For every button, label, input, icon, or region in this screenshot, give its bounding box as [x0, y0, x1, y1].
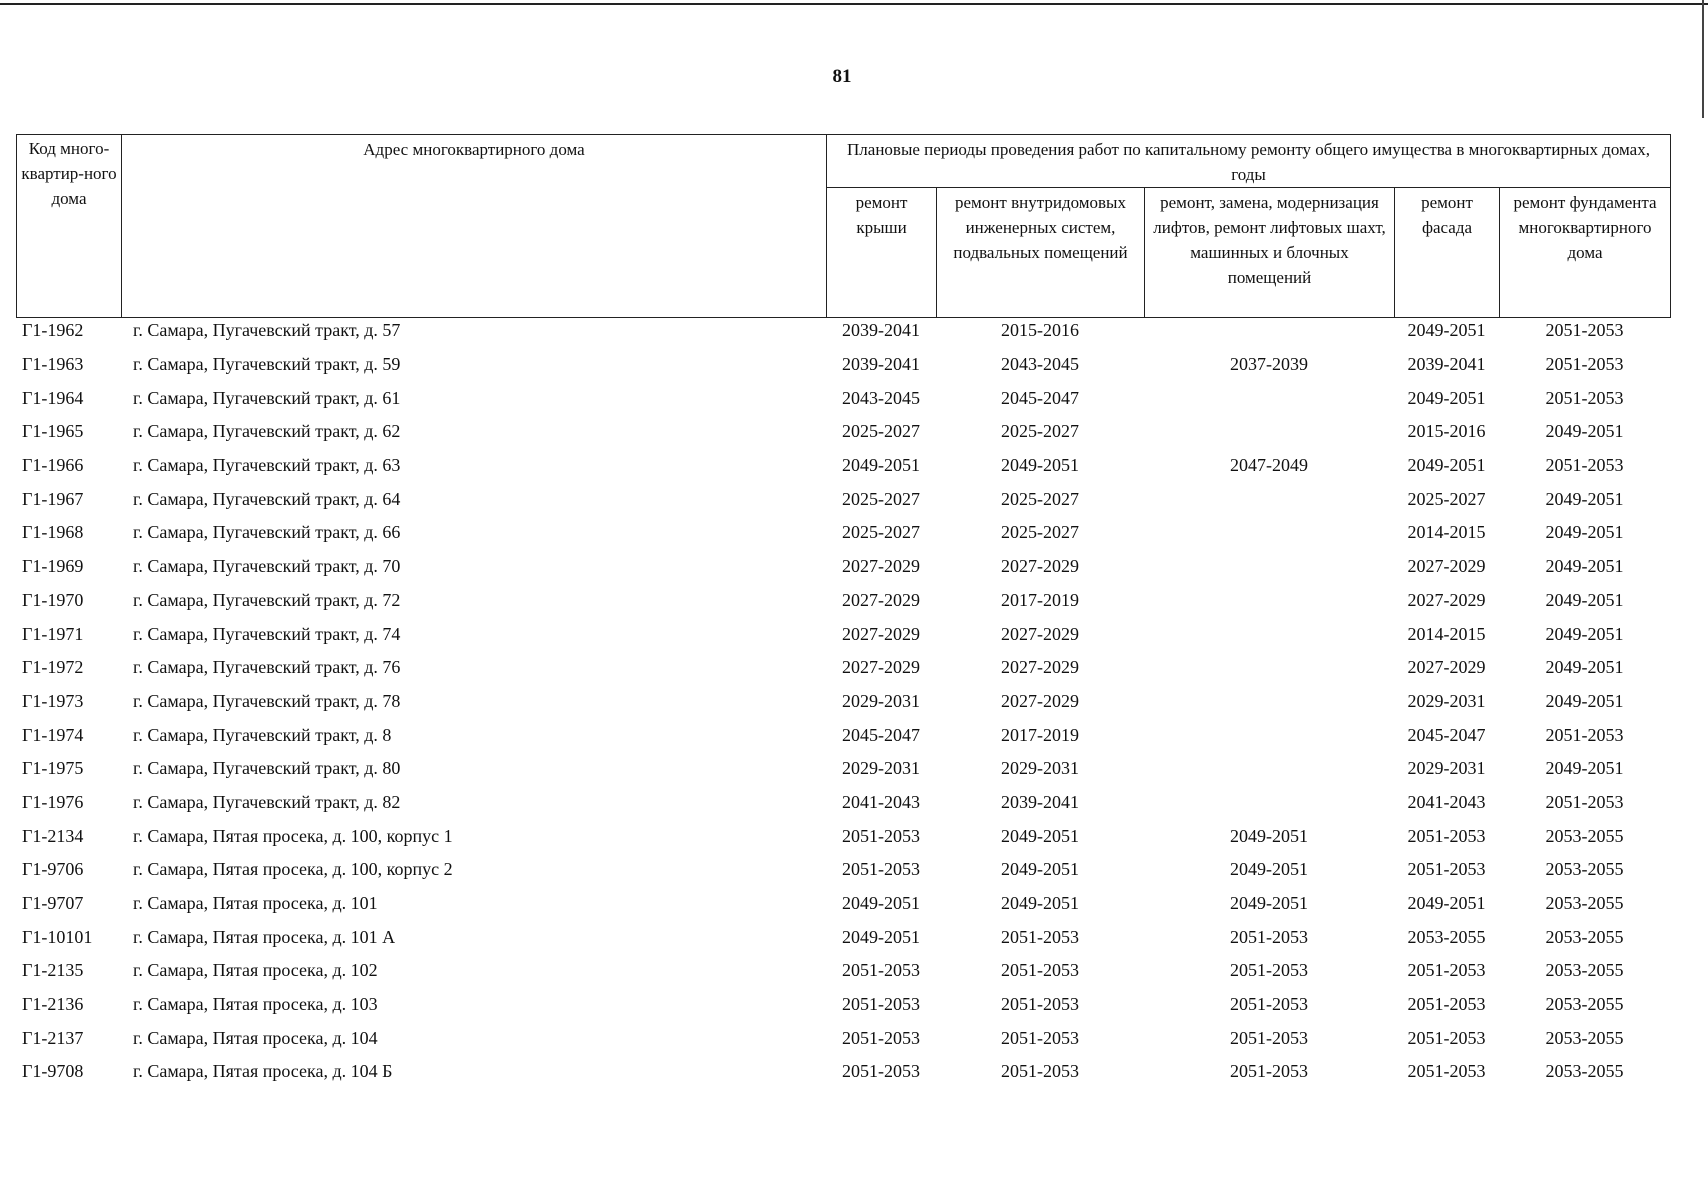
- table-row: [16, 920, 1670, 954]
- cell-foundation: 2049-2051: [1545, 488, 1624, 509]
- cell-systems: 2017-2019: [1001, 724, 1079, 745]
- cell-lifts: [1144, 718, 1394, 752]
- cell-lifts: [1144, 482, 1394, 516]
- cell-address: г. Самара, Пугачевский тракт, д. 80: [133, 758, 401, 779]
- cell-address: г. Самара, Пугачевский тракт, д. 63: [133, 455, 401, 476]
- cell-roof: 2025-2027: [842, 421, 920, 442]
- header-lifts: ремонт, замена, модернизация лифтов, ремонт лифтовых шахт, машинных и блочных помещений: [1145, 188, 1395, 318]
- table-row: [16, 752, 1670, 786]
- cell-roof: 2027-2029: [842, 657, 920, 678]
- cell-facade: 2049-2051: [1407, 387, 1486, 408]
- header-facade: ремонт фасада: [1395, 188, 1500, 318]
- cell-systems: 2027-2029: [1001, 556, 1079, 577]
- cell-lifts: [1144, 752, 1394, 786]
- cell-address: г. Самара, Пугачевский тракт, д. 61: [133, 387, 401, 408]
- cell-facade: 2027-2029: [1407, 556, 1486, 577]
- cell-systems: 2045-2047: [1001, 387, 1079, 408]
- cell-lifts: [1144, 617, 1394, 651]
- header-address: Адрес многоквартирного дома: [122, 135, 827, 318]
- cell-foundation: 2051-2053: [1545, 791, 1624, 812]
- cell-foundation: 2049-2051: [1545, 758, 1624, 779]
- cell-systems: 2049-2051: [1001, 455, 1079, 476]
- cell-roof: 2049-2051: [842, 893, 920, 914]
- cell-systems: 2029-2031: [1001, 758, 1079, 779]
- cell-systems: 2043-2045: [1001, 354, 1079, 375]
- top-border-line: [0, 3, 1708, 5]
- cell-lifts: [1144, 550, 1394, 584]
- cell-foundation: 2053-2055: [1545, 960, 1624, 981]
- cell-foundation: 2049-2051: [1545, 623, 1624, 644]
- cell-address: г. Самара, Пятая просека, д. 100, корпус 1: [133, 825, 453, 846]
- cell-roof: 2041-2043: [842, 791, 920, 812]
- cell-facade: 2027-2029: [1407, 657, 1486, 678]
- table-row: [16, 550, 1670, 584]
- cell-facade: 2053-2055: [1407, 926, 1486, 947]
- cell-systems: 2027-2029: [1001, 623, 1079, 644]
- cell-systems: 2027-2029: [1001, 690, 1079, 711]
- cell-address: г. Самара, Пятая просека, д. 100, корпус 2: [133, 859, 453, 880]
- cell-facade: 2027-2029: [1407, 589, 1486, 610]
- cell-facade: 2051-2053: [1407, 994, 1486, 1015]
- header-systems: ремонт внутридомовых инженерных систем, подвальных помещений: [937, 188, 1145, 318]
- table-row: [16, 449, 1670, 483]
- page-number: 81: [832, 66, 852, 87]
- cell-foundation: 2053-2055: [1545, 893, 1624, 914]
- table-row: [16, 617, 1670, 651]
- cell-roof: 2027-2029: [842, 589, 920, 610]
- cell-systems: 2017-2019: [1001, 589, 1079, 610]
- table-row: [16, 887, 1670, 921]
- cell-lifts: 2047-2049: [1230, 455, 1308, 476]
- cell-systems: 2025-2027: [1001, 421, 1079, 442]
- cell-facade: 2014-2015: [1407, 623, 1486, 644]
- cell-code: Г1-2134: [22, 825, 84, 846]
- cell-code: Г1-1965: [22, 421, 84, 442]
- cell-systems: 2049-2051: [1001, 825, 1079, 846]
- cell-code: Г1-1969: [22, 556, 84, 577]
- cell-lifts: 2051-2053: [1230, 1061, 1308, 1082]
- cell-roof: 2027-2029: [842, 623, 920, 644]
- table-body: [16, 314, 1670, 1089]
- cell-code: Г1-1966: [22, 455, 84, 476]
- table-row: [16, 584, 1670, 618]
- cell-code: Г1-10101: [22, 926, 93, 947]
- table-row: [16, 482, 1670, 516]
- cell-foundation: 2049-2051: [1545, 657, 1624, 678]
- cell-lifts: [1144, 584, 1394, 618]
- cell-roof: 2039-2041: [842, 354, 920, 375]
- cell-foundation: 2053-2055: [1545, 1027, 1624, 1048]
- cell-systems: 2025-2027: [1001, 488, 1079, 509]
- cell-code: Г1-1964: [22, 387, 84, 408]
- cell-facade: 2049-2051: [1407, 455, 1486, 476]
- table-row: [16, 415, 1670, 449]
- table-row: [16, 853, 1670, 887]
- cell-lifts: 2051-2053: [1230, 1027, 1308, 1048]
- cell-address: г. Самара, Пугачевский тракт, д. 57: [133, 320, 401, 341]
- cell-lifts: [1144, 786, 1394, 820]
- cell-code: Г1-1974: [22, 724, 84, 745]
- cell-facade: 2049-2051: [1407, 893, 1486, 914]
- cell-systems: 2049-2051: [1001, 859, 1079, 880]
- cell-foundation: 2051-2053: [1545, 455, 1624, 476]
- table-row: [16, 516, 1670, 550]
- cell-roof: 2027-2029: [842, 556, 920, 577]
- cell-roof: 2025-2027: [842, 488, 920, 509]
- cell-foundation: 2049-2051: [1545, 421, 1624, 442]
- cell-code: Г1-1967: [22, 488, 84, 509]
- cell-code: Г1-1970: [22, 589, 84, 610]
- cell-address: г. Самара, Пугачевский тракт, д. 72: [133, 589, 401, 610]
- cell-lifts: [1144, 651, 1394, 685]
- cell-lifts: [1144, 381, 1394, 415]
- cell-code: Г1-1963: [22, 354, 84, 375]
- cell-foundation: 2053-2055: [1545, 859, 1624, 880]
- cell-facade: 2049-2051: [1407, 320, 1486, 341]
- cell-code: Г1-9708: [22, 1061, 84, 1082]
- cell-roof: 2045-2047: [842, 724, 920, 745]
- cell-address: г. Самара, Пугачевский тракт, д. 76: [133, 657, 401, 678]
- cell-facade: 2051-2053: [1407, 859, 1486, 880]
- cell-code: Г1-2135: [22, 960, 84, 981]
- cell-address: г. Самара, Пугачевский тракт, д. 8: [133, 724, 392, 745]
- cell-facade: 2041-2043: [1407, 791, 1486, 812]
- cell-address: г. Самара, Пугачевский тракт, д. 64: [133, 488, 401, 509]
- cell-address: г. Самара, Пугачевский тракт, д. 59: [133, 354, 401, 375]
- cell-lifts: 2049-2051: [1230, 893, 1308, 914]
- cell-lifts: 2051-2053: [1230, 926, 1308, 947]
- cell-roof: 2025-2027: [842, 522, 920, 543]
- cell-facade: 2051-2053: [1407, 960, 1486, 981]
- header-foundation: ремонт фундамента многоквартирного дома: [1500, 188, 1671, 318]
- cell-code: Г1-2137: [22, 1027, 84, 1048]
- cell-lifts: 2051-2053: [1230, 960, 1308, 981]
- cell-code: Г1-2136: [22, 994, 84, 1015]
- cell-address: г. Самара, Пугачевский тракт, д. 78: [133, 690, 401, 711]
- cell-foundation: 2053-2055: [1545, 994, 1624, 1015]
- right-border-line: [1702, 0, 1704, 118]
- cell-systems: 2049-2051: [1001, 893, 1079, 914]
- cell-systems: 2051-2053: [1001, 926, 1079, 947]
- cell-address: г. Самара, Пугачевский тракт, д. 66: [133, 522, 401, 543]
- cell-foundation: 2053-2055: [1545, 825, 1624, 846]
- cell-systems: 2015-2016: [1001, 320, 1079, 341]
- cell-foundation: 2049-2051: [1545, 556, 1624, 577]
- table-row: [16, 1055, 1670, 1089]
- cell-facade: 2015-2016: [1407, 421, 1486, 442]
- header-periods: Плановые периоды проведения работ по капитальному ремонту общего имущества в многоквартирных домах, годы: [827, 135, 1671, 188]
- header-roof: ремонт крыши: [827, 188, 937, 318]
- cell-roof: 2051-2053: [842, 1061, 920, 1082]
- cell-lifts: [1144, 685, 1394, 719]
- cell-roof: 2039-2041: [842, 320, 920, 341]
- cell-roof: 2051-2053: [842, 1027, 920, 1048]
- table-row: [16, 314, 1670, 348]
- cell-lifts: 2037-2039: [1230, 354, 1308, 375]
- table-row: [16, 718, 1670, 752]
- table-row: [16, 651, 1670, 685]
- cell-address: г. Самара, Пугачевский тракт, д. 74: [133, 623, 401, 644]
- table-row: [16, 1021, 1670, 1055]
- cell-foundation: 2053-2055: [1545, 1061, 1624, 1082]
- header-code: Код много-квартир-ного дома: [17, 135, 122, 318]
- cell-roof: 2043-2045: [842, 387, 920, 408]
- cell-lifts: 2049-2051: [1230, 825, 1308, 846]
- cell-foundation: 2049-2051: [1545, 589, 1624, 610]
- cell-foundation: 2051-2053: [1545, 387, 1624, 408]
- cell-facade: 2051-2053: [1407, 825, 1486, 846]
- cell-systems: 2051-2053: [1001, 960, 1079, 981]
- cell-address: г. Самара, Пятая просека, д. 103: [133, 994, 378, 1015]
- cell-foundation: 2051-2053: [1545, 320, 1624, 341]
- cell-systems: 2051-2053: [1001, 1027, 1079, 1048]
- cell-roof: 2049-2051: [842, 926, 920, 947]
- table-row: [16, 685, 1670, 719]
- cell-address: г. Самара, Пугачевский тракт, д. 82: [133, 791, 401, 812]
- cell-facade: 2029-2031: [1407, 758, 1486, 779]
- cell-address: г. Самара, Пятая просека, д. 102: [133, 960, 378, 981]
- cell-address: г. Самара, Пятая просека, д. 104 Б: [133, 1061, 393, 1082]
- cell-roof: 2049-2051: [842, 455, 920, 476]
- cell-facade: 2045-2047: [1407, 724, 1486, 745]
- table-row: [16, 381, 1670, 415]
- cell-foundation: 2051-2053: [1545, 354, 1624, 375]
- cell-address: г. Самара, Пятая просека, д. 101 А: [133, 926, 396, 947]
- table-row: [16, 819, 1670, 853]
- cell-systems: 2025-2027: [1001, 522, 1079, 543]
- cell-foundation: 2049-2051: [1545, 522, 1624, 543]
- cell-address: г. Самара, Пугачевский тракт, д. 62: [133, 421, 401, 442]
- cell-facade: 2029-2031: [1407, 690, 1486, 711]
- cell-systems: 2051-2053: [1001, 1061, 1079, 1082]
- cell-roof: 2051-2053: [842, 859, 920, 880]
- data-table: [16, 314, 1670, 1089]
- cell-roof: 2051-2053: [842, 994, 920, 1015]
- cell-code: Г1-1975: [22, 758, 84, 779]
- cell-code: Г1-9707: [22, 893, 84, 914]
- cell-systems: 2039-2041: [1001, 791, 1079, 812]
- cell-facade: 2039-2041: [1407, 354, 1486, 375]
- cell-code: Г1-1972: [22, 657, 84, 678]
- cell-address: г. Самара, Пугачевский тракт, д. 70: [133, 556, 401, 577]
- cell-roof: 2051-2053: [842, 825, 920, 846]
- cell-code: Г1-1962: [22, 320, 84, 341]
- table-row: [16, 988, 1670, 1022]
- cell-foundation: 2053-2055: [1545, 926, 1624, 947]
- table-row: [16, 954, 1670, 988]
- cell-code: Г1-1968: [22, 522, 84, 543]
- cell-address: г. Самара, Пятая просека, д. 104: [133, 1027, 378, 1048]
- table-header: [16, 134, 1671, 318]
- cell-foundation: 2051-2053: [1545, 724, 1624, 745]
- table-row: [16, 786, 1670, 820]
- cell-lifts: 2051-2053: [1230, 994, 1308, 1015]
- cell-roof: 2029-2031: [842, 758, 920, 779]
- cell-facade: 2014-2015: [1407, 522, 1486, 543]
- cell-roof: 2051-2053: [842, 960, 920, 981]
- cell-lifts: [1144, 415, 1394, 449]
- cell-foundation: 2049-2051: [1545, 690, 1624, 711]
- cell-lifts: 2049-2051: [1230, 859, 1308, 880]
- cell-systems: 2051-2053: [1001, 994, 1079, 1015]
- cell-code: Г1-9706: [22, 859, 84, 880]
- cell-roof: 2029-2031: [842, 690, 920, 711]
- table-row: [16, 348, 1670, 382]
- cell-address: г. Самара, Пятая просека, д. 101: [133, 893, 378, 914]
- cell-code: Г1-1973: [22, 690, 84, 711]
- cell-lifts: [1144, 314, 1394, 348]
- cell-facade: 2025-2027: [1407, 488, 1486, 509]
- cell-code: Г1-1971: [22, 623, 84, 644]
- cell-code: Г1-1976: [22, 791, 84, 812]
- cell-systems: 2027-2029: [1001, 657, 1079, 678]
- cell-facade: 2051-2053: [1407, 1061, 1486, 1082]
- cell-facade: 2051-2053: [1407, 1027, 1486, 1048]
- cell-lifts: [1144, 516, 1394, 550]
